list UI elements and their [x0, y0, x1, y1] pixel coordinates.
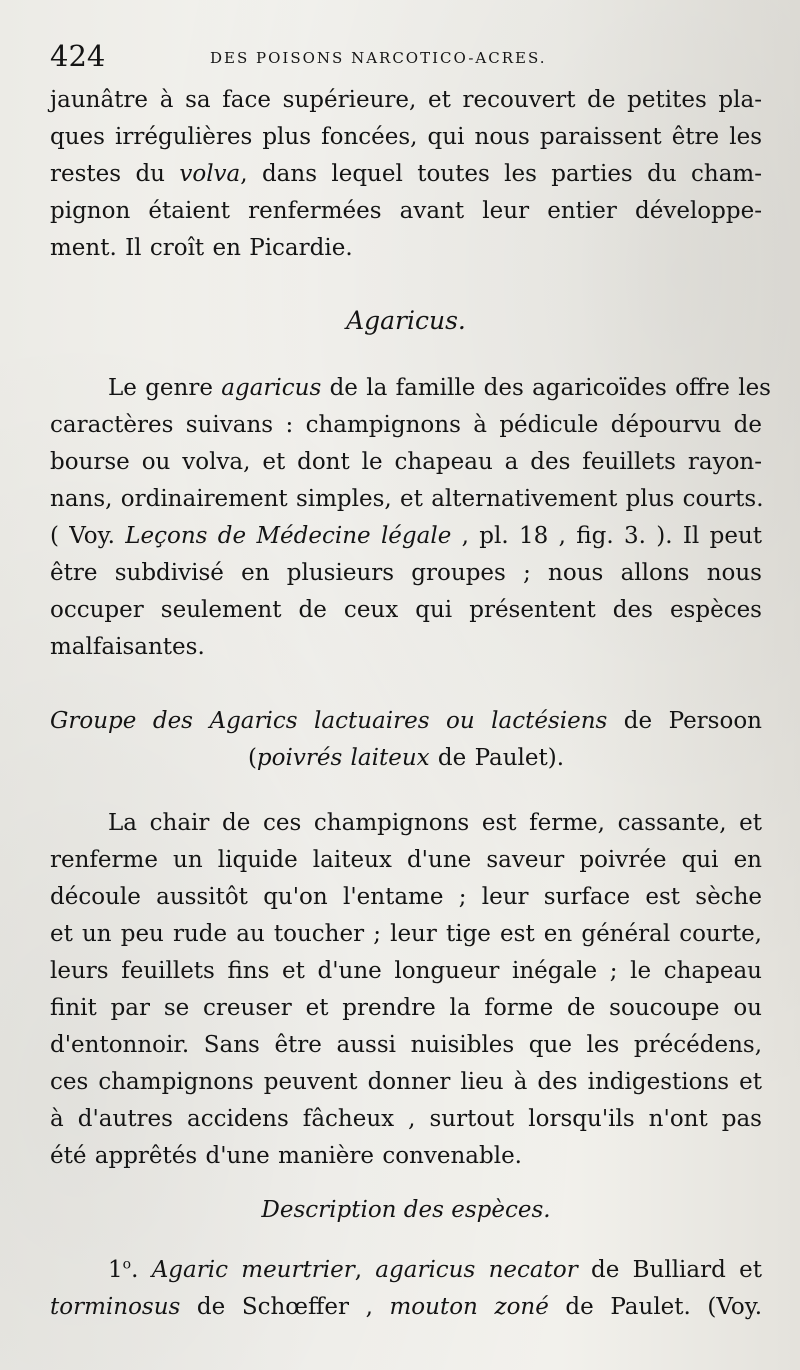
paragraph-species-1 — [50, 1252, 762, 1326]
text-line: malfaisantes. — [50, 634, 205, 660]
text-run: restes du — [50, 161, 180, 187]
text-line: ment. Il croît en Picardie. — [50, 235, 353, 261]
text-line: occuper seulement de ceux qui présentent des espèces — [50, 597, 762, 623]
text-line: être subdivisé en plusieurs groupes ; nous allons nous — [50, 560, 762, 586]
group-heading — [50, 703, 762, 777]
text-line — [50, 156, 762, 193]
text-line: pignon étaient renfermées avant leur entier développe- — [50, 198, 762, 224]
ordinal-superscript: o — [122, 1256, 132, 1273]
text-run: de Schœffer , — [180, 1294, 390, 1320]
text-line: renferme un liquide laiteux d'une saveur poivrée qui en — [50, 847, 762, 873]
text-run: de Paulet). — [429, 745, 565, 771]
text-line: et un peu rude au toucher ; leur tige est en général courte, — [50, 921, 762, 947]
text-line — [50, 1289, 762, 1326]
text-run: , pl. 18 , fig. 3. ). Il peut — [451, 523, 763, 549]
text-line: bourse ou volva, et dont le chapeau a des feuillets rayon- — [50, 449, 762, 475]
text-run: , dans lequel toutes les parties du cham- — [240, 161, 762, 187]
text-line: nans, ordinairement simples, et alternativement plus courts. — [50, 486, 764, 512]
text-run: ( Voy. — [50, 523, 126, 549]
text-run: de la famille des agaricoïdes offre les — [321, 375, 771, 401]
section-heading-agaricus: Agaricus. — [346, 306, 466, 335]
italic-term: agaricus — [221, 375, 322, 401]
italic-latin-name: torminosus — [50, 1294, 181, 1320]
text-line: ces champignons peuvent donner lieu à des indigestions et — [50, 1069, 762, 1095]
text-line — [50, 370, 771, 407]
paragraph-chair — [50, 805, 762, 1175]
text-run: de Paulet. (Voy. — [548, 1294, 763, 1320]
text-line: été apprêtés d'une manière convenable. — [50, 1143, 522, 1169]
item-number: 1 — [108, 1257, 123, 1283]
paragraph-genre — [50, 370, 771, 666]
text-run: . — [131, 1257, 152, 1283]
text-line: d'entonnoir. Sans être aussi nuisibles que les précédens, — [50, 1032, 762, 1058]
text-line: à d'autres accidens fâcheux , surtout lorsqu'ils n'ont pas — [50, 1106, 762, 1132]
section-heading-description: Description des espèces. — [261, 1197, 551, 1223]
text-run: Le genre — [108, 375, 222, 401]
text-run: de Bulliard et — [577, 1257, 762, 1283]
text-line — [50, 703, 762, 740]
italic-citation: Leçons de Médecine légale — [125, 523, 452, 549]
text-line: leurs feuillets fins et d'une longueur inégale ; le chapeau — [50, 958, 762, 984]
italic-term: poivrés laiteux — [256, 745, 430, 771]
paragraph-volva — [50, 82, 762, 267]
italic-term: volva — [179, 161, 241, 187]
text-run: , — [354, 1257, 376, 1283]
italic-latin-name: agaricus necator — [375, 1257, 578, 1283]
text-line: La chair de ces champignons est ferme, cassante, et — [108, 810, 762, 836]
text-line: ques irrégulières plus foncées, qui nous paraissent être les — [50, 124, 762, 150]
text-line: jaunâtre à sa face supérieure, et recouvert de petites pla- — [50, 87, 762, 113]
text-line — [50, 1252, 762, 1289]
italic-group-name: Groupe des Agarics lactuaires ou lactésiens — [50, 708, 608, 734]
text-line — [50, 740, 762, 777]
text-line — [50, 518, 762, 555]
text-run: ( — [247, 745, 257, 771]
text-line: découle aussitôt qu'on l'entame ; leur surface est sèche — [50, 884, 762, 910]
italic-species-name: Agaric meurtrier — [151, 1257, 355, 1283]
running-title: DES POISONS NARCOTICO-ACRES. — [210, 49, 547, 67]
page-number: 424 — [50, 39, 106, 73]
running-head — [50, 36, 762, 76]
text-line: finit par se creuser et prendre la forme de soucoupe ou — [50, 995, 762, 1021]
text-run: de Persoon — [607, 708, 762, 734]
italic-common-name: mouton zoné — [389, 1294, 549, 1320]
text-line: caractères suivans : champignons à pédicule dépourvu de — [50, 412, 762, 438]
